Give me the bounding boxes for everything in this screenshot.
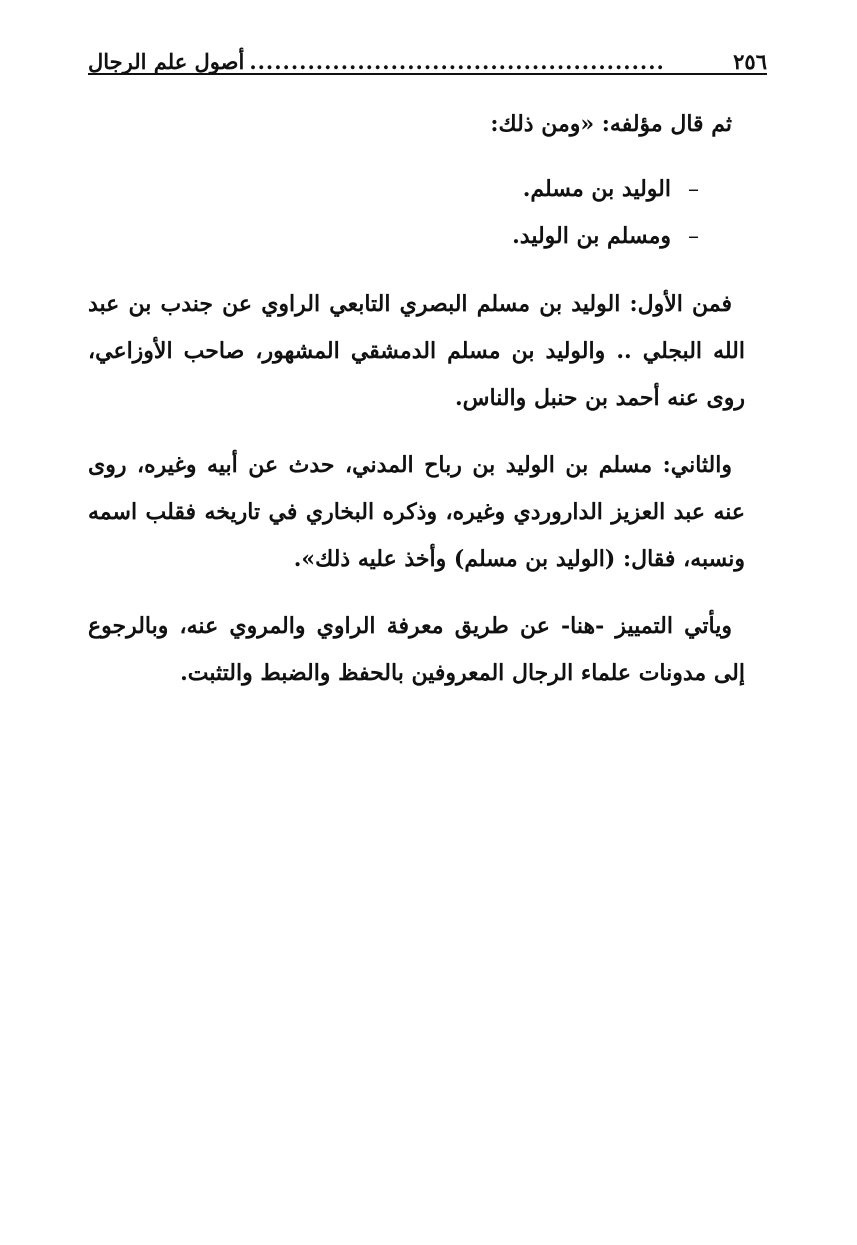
paragraph-first: فمن الأول: الوليد بن مسلم البصري التابعي الراوي عن جندب بن عبد الله البجلي .. والوليد بن مسلم الدمشقي المشهور، صاحب الأوزاعي، روى عنه أحمد بن حنبل والناس. [88,291,745,411]
running-header [88,36,767,72]
page-content [88,101,745,697]
page-number: ٢٥٦ [733,49,767,74]
header-dot-leader: .................................................. [249,51,665,72]
name-list [88,166,745,260]
list-item-text: الوليد بن مسلم. [522,176,671,202]
header-rule [88,73,767,75]
paragraph-second: والثاني: مسلم بن الوليد بن رباح المدني، حدث عن أبيه وغيره، روى عنه عبد العزيز الداروردي وغيره، وذكره البخاري في تاريخه فقلب اسمه ونسبه، فقال: (الوليد بن مسلم) وأخذ عليه ذلك». [88,452,745,572]
list-item-text: ومسلم بن الوليد. [512,223,671,249]
list-dash-marker: – [688,224,699,249]
book-title: أصول علم الرجال [88,49,245,74]
paragraph-third: ويأتي التمييز -هنا- عن طريق معرفة الراوي والمروي عنه، وبالرجوع إلى مدونات علماء الرجال المعروفين بالحفظ والضبط والتثبت. [88,613,745,686]
list-item [88,166,699,213]
list-item [88,213,699,260]
intro-line: ثم قال مؤلفه: «ومن ذلك: [490,111,732,137]
list-dash-marker: – [688,177,699,202]
